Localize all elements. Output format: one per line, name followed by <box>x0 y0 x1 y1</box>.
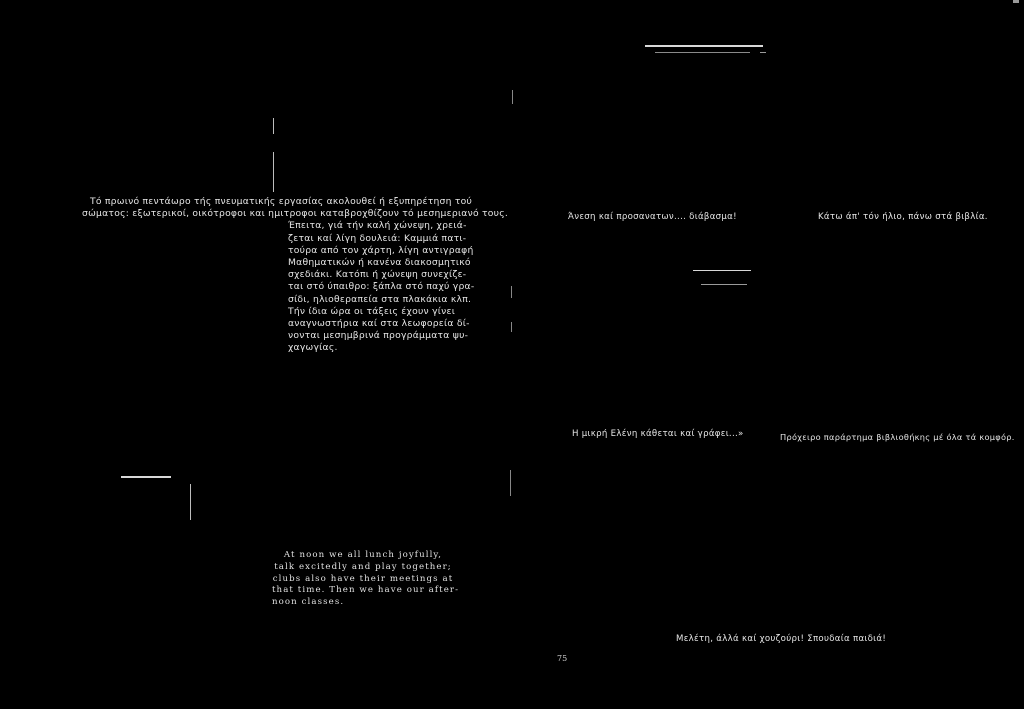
corner-mark <box>1013 0 1019 3</box>
left-horizontal-rule <box>121 476 171 478</box>
center-vertical-rule-3 <box>511 322 512 332</box>
caption-mid-right: Πρόχειρο παράρτημα βιβλιοθήκης μέ όλα τά κομφόρ. <box>780 432 1015 442</box>
english-line: noon classes. <box>272 597 345 608</box>
caption-bottom: Μελέτη, άλλά καί χουζούρι! Σπουδαία παιδιά! <box>676 634 887 644</box>
left-vertical-rule-top <box>273 118 274 134</box>
greek-line: τούρα από τον χάρτη, λίγη αντιγραφή <box>288 244 474 256</box>
greek-line: Τήν ίδια ώρα οι τάξεις έχουν γίνει <box>288 305 456 317</box>
center-vertical-rule-1 <box>512 90 513 104</box>
center-vertical-rule-4 <box>510 470 511 496</box>
page-number: 75 <box>557 654 568 663</box>
greek-line: χαγωγίας. <box>288 342 338 354</box>
greek-line: αναγνωστήρια καί στα λεωφορεία δί- <box>288 318 470 330</box>
greek-paragraph <box>82 196 509 355</box>
center-vertical-rule-2 <box>511 286 512 298</box>
greek-line: ται στό ύπαιθρο: ξάπλα στό παχύ γρα- <box>288 281 475 293</box>
english-line: that time. Then we have our after- <box>272 585 460 596</box>
top-right-rule-thin <box>655 52 750 53</box>
english-line: At noon we all lunch joyfully, <box>283 550 443 560</box>
english-line: clubs also have their meetings at <box>272 573 454 584</box>
english-line: talk excitedly and play together; <box>274 561 452 572</box>
english-paragraph <box>272 550 460 609</box>
right-center-rule-1 <box>693 270 751 271</box>
greek-line: Τό πρωινό πεντάωρο τής πνευματικής εργασίας ακολουθεί ή εξυπηρέτηση τού <box>90 196 473 207</box>
greek-line: σχεδιάκι. Κατόπι ή χώνεψη συνεχίζε- <box>288 269 467 281</box>
right-center-rule-2 <box>701 284 747 285</box>
greek-line: νονται μεσημβρινά προγράμματα ψυ- <box>288 330 469 342</box>
caption-top-left: Άνεση καί προσανατων.... διάβασμα! <box>568 212 737 222</box>
greek-line: σίδι, ηλιοθεραπεία στα πλακάκια κλπ. <box>288 293 472 305</box>
caption-mid-left: Η μικρή Ελένη κάθεται καί γράφει...» <box>572 429 744 439</box>
greek-line: σώματος: εξωτερικοί, οικότροφοι και ημιτροφοι καταβροχθίζουν τό μεσημεριανό τους. <box>82 208 509 220</box>
left-vertical-rule-mid <box>273 152 274 192</box>
top-right-dash <box>760 52 766 53</box>
greek-line: Μαθηματικών ή κανένα διακοσμητικό <box>288 257 471 269</box>
greek-line: ζεται καί λίγη δουλειά: Καμμιά πατι- <box>288 232 467 244</box>
caption-top-right: Κάτω άπ' τόν ήλιο, πάνω στά βιβλία. <box>818 212 988 222</box>
top-right-rule <box>645 45 763 47</box>
greek-line: Έπειτα, γιά τήν καλή χώνεψη, χρειά- <box>288 220 467 232</box>
left-vertical-rule-low <box>190 484 191 520</box>
